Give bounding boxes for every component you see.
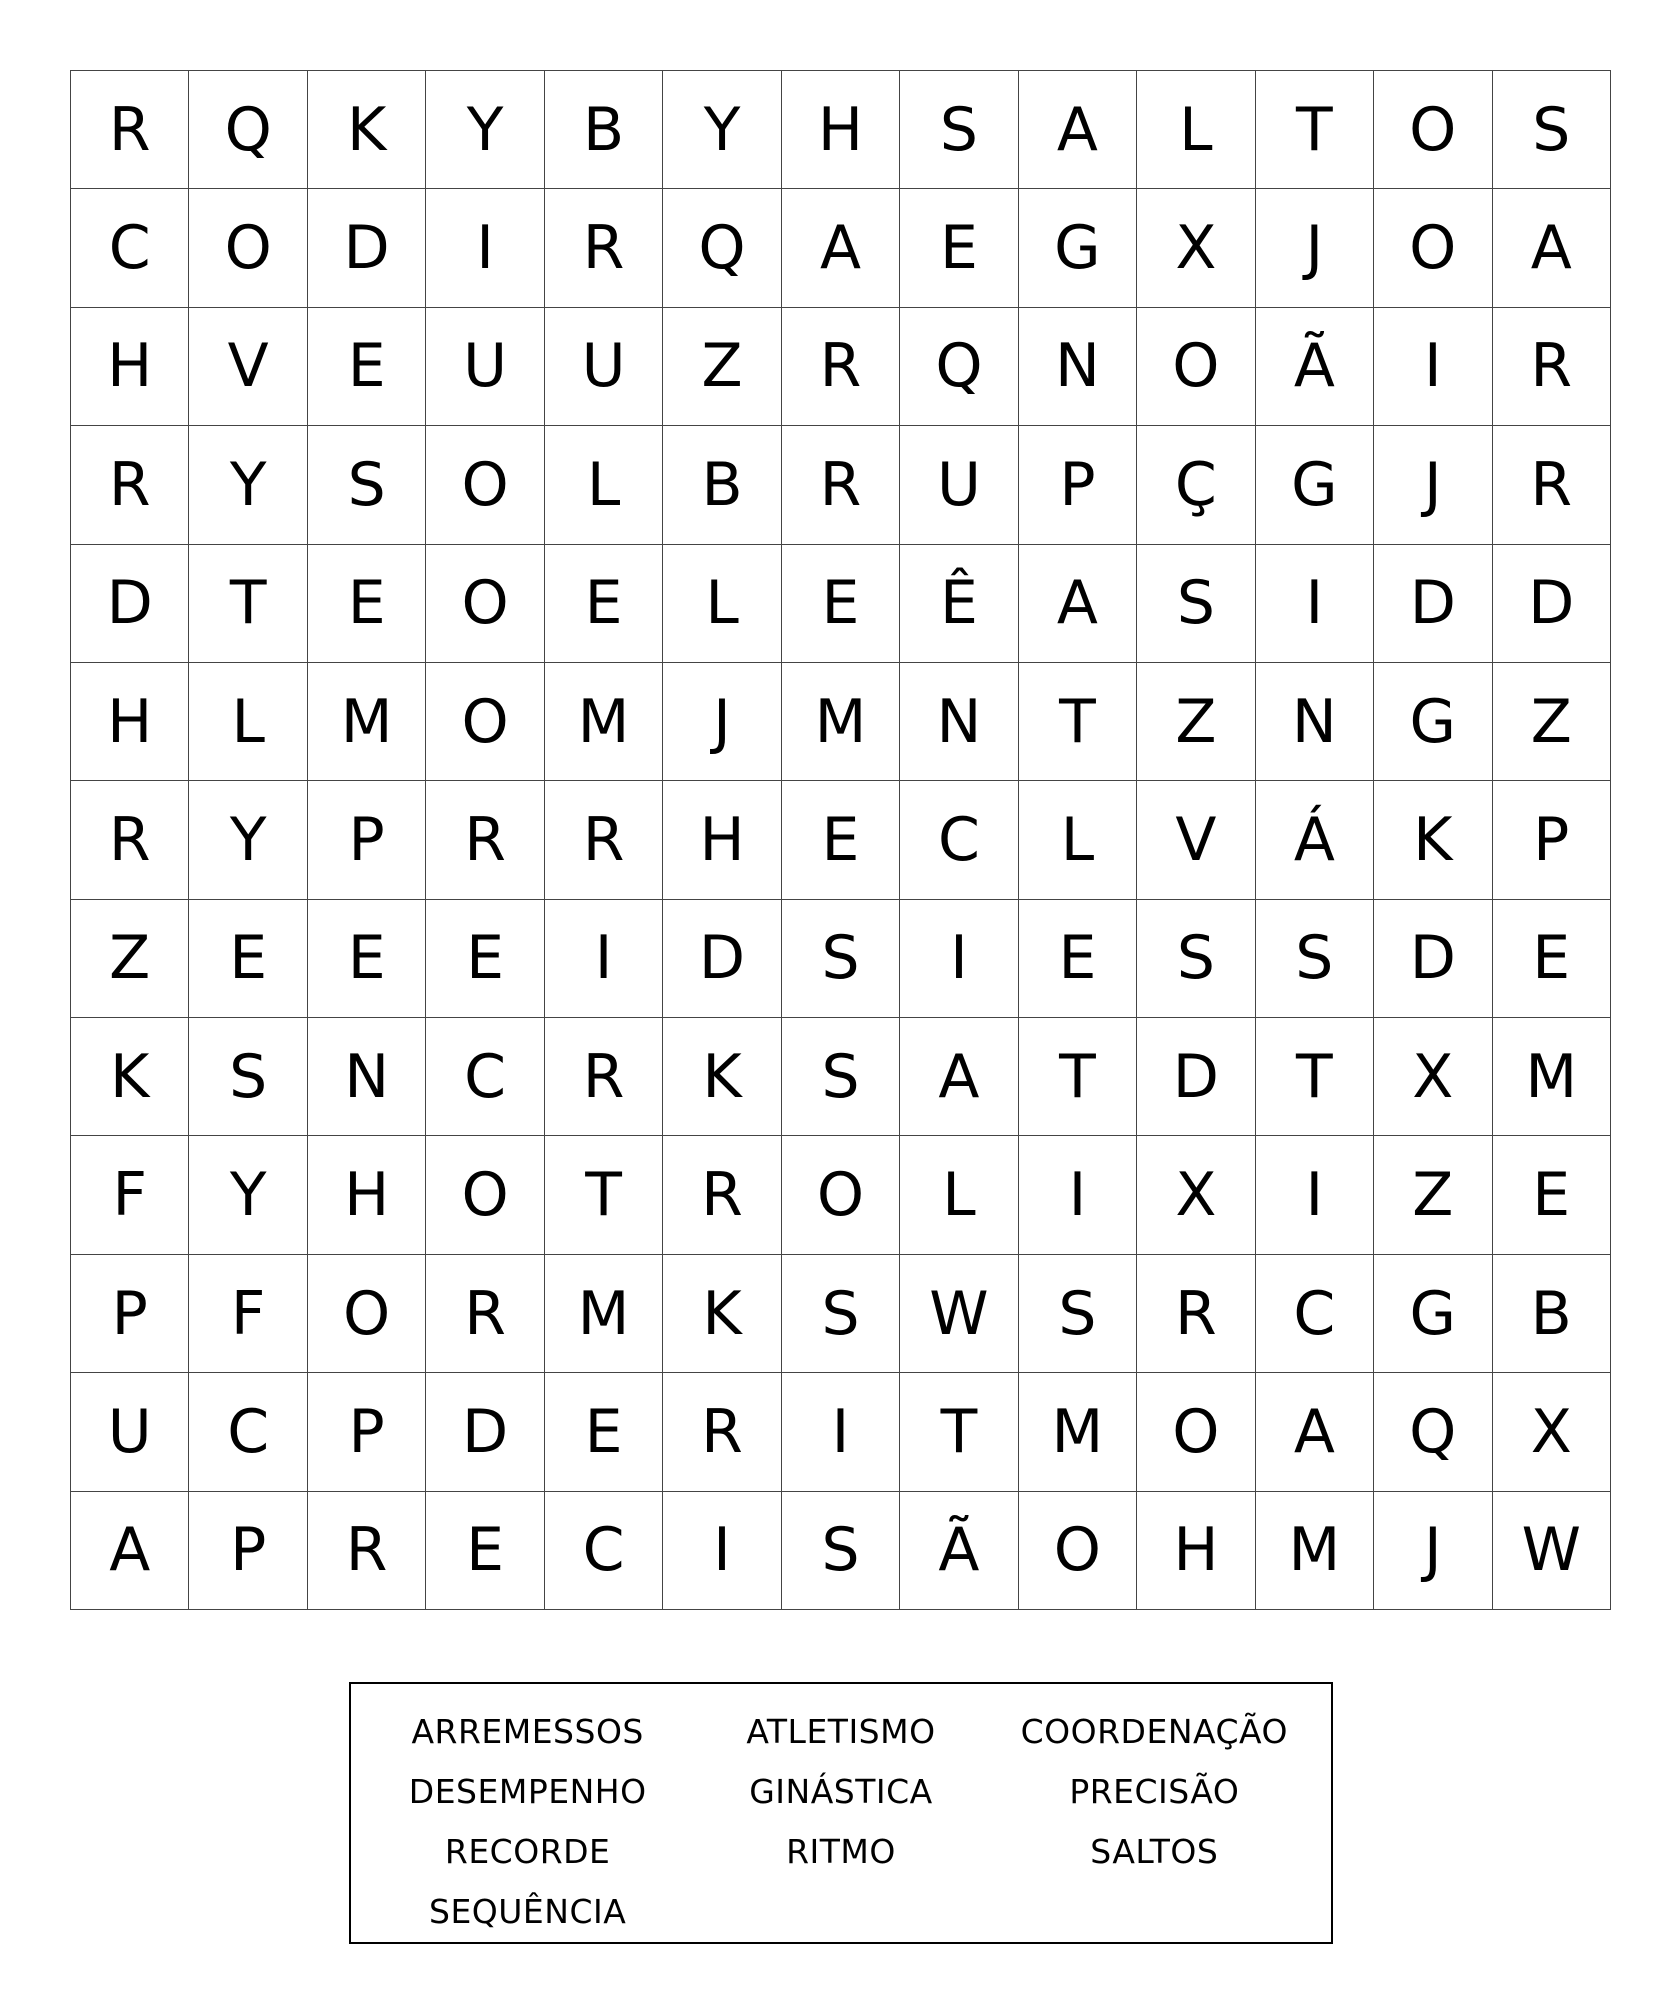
word-search-grid [70, 70, 1611, 1610]
word-list-item: RECORDE [444, 1832, 611, 1871]
grid-cell[interactable]: J [1256, 189, 1374, 307]
grid-cell[interactable]: G [1374, 663, 1492, 781]
word-list-item: PRECISÃO [1069, 1772, 1240, 1811]
grid-cell[interactable]: A [1256, 1373, 1374, 1491]
grid-cell[interactable]: Z [1137, 663, 1255, 781]
grid-cell[interactable]: Y [189, 781, 307, 899]
grid-cell[interactable]: D [1137, 1018, 1255, 1136]
grid-cell[interactable]: C [189, 1373, 307, 1491]
grid-cell[interactable]: R [663, 1373, 781, 1491]
grid-cell[interactable]: B [545, 71, 663, 189]
grid-cell[interactable]: I [1019, 1136, 1137, 1254]
grid-cell[interactable]: E [782, 545, 900, 663]
grid-cell[interactable]: O [1137, 1373, 1255, 1491]
grid-cell[interactable]: O [426, 545, 544, 663]
grid-cell[interactable]: E [1019, 900, 1137, 1018]
grid-cell[interactable]: Ã [900, 1492, 1018, 1610]
grid-cell[interactable]: X [1493, 1373, 1611, 1491]
grid-cell[interactable]: T [1256, 71, 1374, 189]
grid-cell[interactable]: U [900, 426, 1018, 544]
grid-cell[interactable]: S [1137, 900, 1255, 1018]
grid-cell[interactable]: R [545, 189, 663, 307]
grid-cell[interactable]: Z [663, 308, 781, 426]
grid-cell[interactable]: E [545, 1373, 663, 1491]
grid-cell[interactable]: Y [663, 71, 781, 189]
grid-cell[interactable]: Q [1374, 1373, 1492, 1491]
grid-cell[interactable]: Q [189, 71, 307, 189]
grid-cell[interactable]: E [426, 900, 544, 1018]
word-list-item: ARREMESSOS [411, 1712, 644, 1751]
grid-cell[interactable]: S [900, 71, 1018, 189]
grid-cell[interactable]: M [1493, 1018, 1611, 1136]
grid-cell[interactable]: S [782, 900, 900, 1018]
grid-cell[interactable]: S [782, 1018, 900, 1136]
grid-cell[interactable]: B [663, 426, 781, 544]
grid-cell[interactable]: R [782, 426, 900, 544]
grid-cell[interactable]: R [1493, 308, 1611, 426]
grid-cell[interactable]: N [1019, 308, 1137, 426]
grid-cell[interactable]: P [308, 781, 426, 899]
grid-cell[interactable]: M [782, 663, 900, 781]
grid-cell[interactable]: I [1256, 1136, 1374, 1254]
grid-cell[interactable]: L [900, 1136, 1018, 1254]
grid-cell[interactable]: G [1374, 1255, 1492, 1373]
grid-cell[interactable]: B [1493, 1255, 1611, 1373]
grid-cell[interactable]: E [189, 900, 307, 1018]
grid-cell[interactable]: S [189, 1018, 307, 1136]
grid-cell[interactable]: L [1019, 781, 1137, 899]
word-list-item: GINÁSTICA [749, 1772, 933, 1811]
grid-cell[interactable]: K [308, 71, 426, 189]
grid-cell[interactable]: J [1374, 426, 1492, 544]
grid-cell[interactable]: D [1374, 545, 1492, 663]
grid-cell[interactable]: N [308, 1018, 426, 1136]
grid-cell[interactable]: R [1137, 1255, 1255, 1373]
word-list-item: SEQUÊNCIA [429, 1892, 627, 1931]
grid-cell[interactable]: E [1493, 1136, 1611, 1254]
grid-cell[interactable]: R [545, 781, 663, 899]
grid-cell[interactable]: R [782, 308, 900, 426]
grid-cell[interactable]: P [1493, 781, 1611, 899]
grid-cell[interactable]: E [308, 308, 426, 426]
grid-cell[interactable]: Y [426, 71, 544, 189]
grid-cell[interactable]: F [71, 1136, 189, 1254]
grid-cell[interactable]: R [71, 781, 189, 899]
grid-cell[interactable]: M [308, 663, 426, 781]
grid-cell[interactable]: L [1137, 71, 1255, 189]
grid-cell[interactable]: T [1256, 1018, 1374, 1136]
grid-cell[interactable]: S [1256, 900, 1374, 1018]
grid-cell[interactable]: M [545, 663, 663, 781]
grid-cell[interactable]: C [71, 189, 189, 307]
grid-cell[interactable]: H [663, 781, 781, 899]
grid-cell[interactable]: Q [900, 308, 1018, 426]
grid-cell[interactable]: I [782, 1373, 900, 1491]
grid-cell[interactable]: A [900, 1018, 1018, 1136]
grid-cell[interactable]: A [71, 1492, 189, 1610]
grid-cell[interactable]: K [663, 1018, 781, 1136]
grid-cell[interactable]: L [663, 545, 781, 663]
grid-cell[interactable]: N [900, 663, 1018, 781]
grid-cell[interactable]: M [545, 1255, 663, 1373]
grid-cell[interactable]: D [663, 900, 781, 1018]
grid-cell[interactable]: P [308, 1373, 426, 1491]
word-list-item: ATLETISMO [746, 1712, 936, 1751]
word-list-item: RITMO [786, 1832, 896, 1871]
grid-cell[interactable]: Y [189, 426, 307, 544]
grid-cell[interactable]: Y [189, 1136, 307, 1254]
grid-cell[interactable]: X [1137, 1136, 1255, 1254]
grid-cell[interactable]: G [1256, 426, 1374, 544]
grid-cell[interactable]: P [189, 1492, 307, 1610]
grid-cell[interactable]: R [308, 1492, 426, 1610]
grid-cell[interactable]: O [1019, 1492, 1137, 1610]
grid-cell[interactable]: E [308, 545, 426, 663]
grid-cell[interactable]: O [189, 189, 307, 307]
grid-cell[interactable]: D [1374, 900, 1492, 1018]
grid-cell[interactable]: H [71, 663, 189, 781]
grid-cell[interactable]: N [1256, 663, 1374, 781]
grid-cell[interactable]: J [663, 663, 781, 781]
grid-cell[interactable]: O [1137, 308, 1255, 426]
grid-cell[interactable]: I [1256, 545, 1374, 663]
grid-cell[interactable]: L [545, 426, 663, 544]
grid-cell[interactable]: O [308, 1255, 426, 1373]
grid-cell[interactable]: W [900, 1255, 1018, 1373]
grid-cell[interactable]: S [782, 1255, 900, 1373]
grid-cell[interactable]: A [1493, 189, 1611, 307]
grid-cell[interactable]: E [900, 189, 1018, 307]
grid-cell[interactable]: C [426, 1018, 544, 1136]
grid-cell[interactable]: R [71, 426, 189, 544]
grid-cell[interactable]: M [1256, 1492, 1374, 1610]
grid-cell[interactable]: X [1137, 189, 1255, 307]
grid-cell[interactable]: L [189, 663, 307, 781]
grid-cell[interactable]: R [663, 1136, 781, 1254]
grid-cell[interactable]: Q [663, 189, 781, 307]
grid-cell[interactable]: M [1019, 1373, 1137, 1491]
grid-cell[interactable]: H [71, 308, 189, 426]
grid-cell[interactable]: P [71, 1255, 189, 1373]
grid-cell[interactable]: I [1374, 308, 1492, 426]
grid-cell[interactable]: V [189, 308, 307, 426]
word-list-item: SALTOS [1090, 1832, 1219, 1871]
word-list-item: COORDENAÇÃO [1020, 1712, 1289, 1751]
grid-cell[interactable]: E [782, 781, 900, 899]
grid-cell[interactable]: U [71, 1373, 189, 1491]
grid-cell[interactable]: U [426, 308, 544, 426]
grid-cell[interactable]: R [545, 1018, 663, 1136]
grid-cell[interactable]: Z [1374, 1136, 1492, 1254]
grid-cell[interactable]: H [308, 1136, 426, 1254]
grid-cell[interactable]: S [1493, 71, 1611, 189]
grid-cell[interactable]: C [1256, 1255, 1374, 1373]
grid-cell[interactable]: R [71, 71, 189, 189]
grid-cell[interactable]: T [1019, 663, 1137, 781]
grid-cell[interactable]: G [1019, 189, 1137, 307]
grid-cell[interactable]: Z [71, 900, 189, 1018]
grid-cell[interactable]: D [71, 545, 189, 663]
grid-cell[interactable]: D [426, 1373, 544, 1491]
grid-cell[interactable]: D [1493, 545, 1611, 663]
grid-cell[interactable]: T [189, 545, 307, 663]
grid-cell[interactable]: S [1137, 545, 1255, 663]
grid-cell[interactable]: R [426, 781, 544, 899]
grid-cell[interactable]: K [71, 1018, 189, 1136]
grid-cell[interactable]: X [1374, 1018, 1492, 1136]
grid-cell[interactable]: E [426, 1492, 544, 1610]
grid-cell[interactable]: E [545, 545, 663, 663]
grid-cell[interactable]: Ã [1256, 308, 1374, 426]
grid-cell[interactable]: A [1019, 71, 1137, 189]
grid-cell[interactable]: I [900, 900, 1018, 1018]
word-list [349, 1682, 1333, 1944]
grid-cell[interactable]: R [1493, 426, 1611, 544]
grid-cell[interactable]: I [545, 900, 663, 1018]
grid-cell[interactable]: H [1137, 1492, 1255, 1610]
grid-cell[interactable]: I [426, 189, 544, 307]
grid-cell[interactable]: Ç [1137, 426, 1255, 544]
grid-cell[interactable]: O [426, 426, 544, 544]
grid-cell[interactable]: H [782, 71, 900, 189]
grid-cell[interactable]: D [308, 189, 426, 307]
grid-cell[interactable]: K [663, 1255, 781, 1373]
grid-cell[interactable]: W [1493, 1492, 1611, 1610]
grid-cell[interactable]: O [1374, 71, 1492, 189]
grid-cell[interactable]: J [1374, 1492, 1492, 1610]
grid-cell[interactable]: Ê [900, 545, 1018, 663]
grid-cell[interactable]: E [308, 900, 426, 1018]
grid-cell[interactable]: R [426, 1255, 544, 1373]
grid-cell[interactable]: C [900, 781, 1018, 899]
grid-cell[interactable]: O [1374, 189, 1492, 307]
grid-cell[interactable]: V [1137, 781, 1255, 899]
grid-cell[interactable]: O [426, 1136, 544, 1254]
grid-cell[interactable]: P [1019, 426, 1137, 544]
grid-cell[interactable]: S [782, 1492, 900, 1610]
grid-cell[interactable]: S [308, 426, 426, 544]
grid-cell[interactable]: T [900, 1373, 1018, 1491]
grid-cell[interactable]: U [545, 308, 663, 426]
word-list-item: DESEMPENHO [408, 1772, 647, 1811]
grid-cell[interactable]: T [1019, 1018, 1137, 1136]
grid-cell[interactable]: A [1019, 545, 1137, 663]
grid-cell[interactable]: T [545, 1136, 663, 1254]
grid-cell[interactable]: Z [1493, 663, 1611, 781]
grid-cell[interactable]: A [782, 189, 900, 307]
grid-cell[interactable]: I [663, 1492, 781, 1610]
grid-cell[interactable]: C [545, 1492, 663, 1610]
grid-cell[interactable]: F [189, 1255, 307, 1373]
grid-cell[interactable]: O [426, 663, 544, 781]
grid-cell[interactable]: S [1019, 1255, 1137, 1373]
grid-cell[interactable]: O [782, 1136, 900, 1254]
grid-cell[interactable]: K [1374, 781, 1492, 899]
grid-cell[interactable]: E [1493, 900, 1611, 1018]
grid-cell[interactable]: Á [1256, 781, 1374, 899]
